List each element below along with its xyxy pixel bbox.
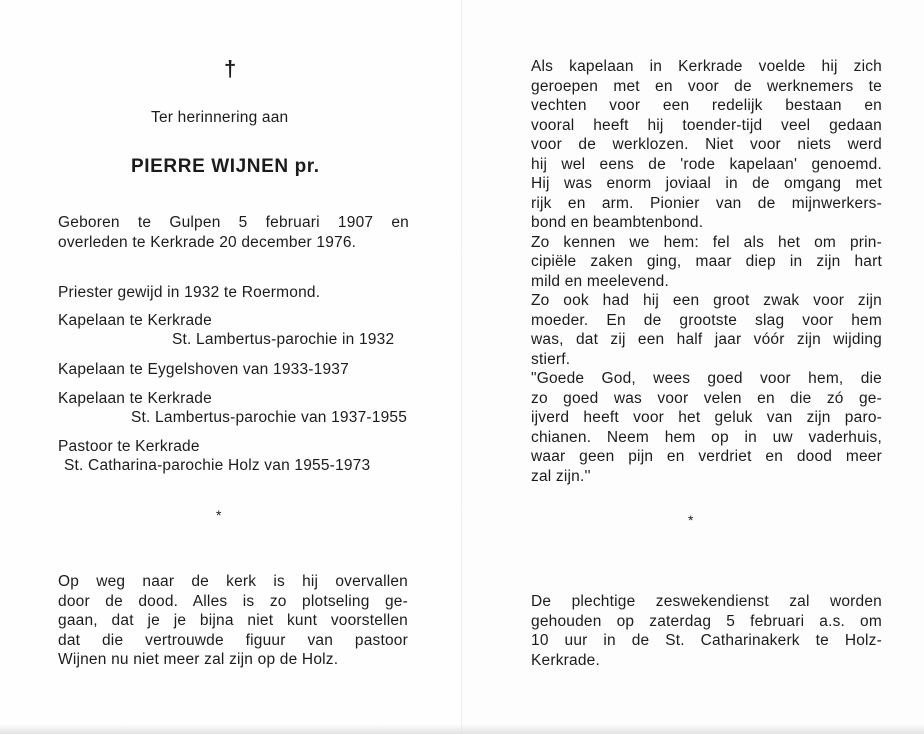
- career-1-line2: St. Lambertus-parochie in 1932: [172, 331, 395, 348]
- card-bottom-edge: [0, 724, 924, 734]
- deceased-name: PIERRE WIJNEN pr.: [131, 156, 320, 177]
- bio-line: Hij was enorm joviaal in de omgang met: [531, 175, 882, 192]
- career-3-line2: St. Lambertus-parochie van 1937-1955: [131, 409, 408, 426]
- career-4-line2: St. Catharina-parochie Holz van 1955-1973: [64, 457, 371, 474]
- right-page: [462, 0, 924, 734]
- closing-block: [58, 572, 408, 670]
- prayer-line: zo goed was voor velen en die zó ge-: [531, 389, 882, 407]
- closing-line-2: door de dood. Alles is zo plotseling ge-: [58, 592, 408, 610]
- bio-line: hij wel eens de 'rode kapelaan' genoemd.: [531, 155, 882, 173]
- service-block: [531, 592, 882, 670]
- bio-line: bond en beambtenbond.: [531, 214, 704, 231]
- career-1-line1: Kapelaan te Kerkrade: [58, 312, 212, 329]
- death-line: overleden te Kerkrade 20 december 1976.: [58, 233, 357, 251]
- birth-death-block: [58, 213, 409, 252]
- cross-symbol: †: [224, 56, 237, 81]
- career-3-line1: Kapelaan te Kerkrade: [58, 390, 212, 407]
- prayer-line: chianen. Neem hem op in uw vaderhuis,: [531, 428, 882, 446]
- career-4-line1: Pastoor te Kerkrade: [58, 438, 200, 455]
- ordination-text: Priester gewijd in 1932 te Roermond.: [58, 284, 321, 301]
- closing-line-5: Wijnen nu niet meer zal zijn op de Holz.: [58, 651, 339, 668]
- bio-line: voor de werklozen. Niet voor niets werd: [531, 136, 882, 153]
- service-line-1: De plechtige zeswekendienst zal worden: [531, 593, 882, 610]
- bio-line: Zo ook had hij een groot zwak voor zijn: [531, 292, 882, 309]
- service-line-2: gehouden op zaterdag 5 februari a.s. om: [531, 612, 882, 630]
- bio-line: moeder. En de grootste slag voor hem: [531, 311, 882, 329]
- bio-line: rijk en arm. Pionier van de mijnwerkers-: [531, 194, 882, 212]
- bio-line: stierf.: [531, 350, 571, 368]
- service-line-4: Kerkrade.: [531, 651, 600, 669]
- bio-line: geroepen met en voor de werknemers te: [531, 77, 882, 95]
- bio-line: vooral heeft hij toender-tijd veel gedaan: [531, 116, 882, 134]
- prayer-line: "Goede God, wees goed voor hem, die: [531, 370, 882, 387]
- service-line-3: 10 uur in de St. Catharinakerk te Holz-: [531, 632, 882, 649]
- bio-line: cipiële zaken ging, maar diep in zijn hart: [531, 253, 882, 270]
- birth-line: Geboren te Gulpen 5 februari 1907 en: [58, 214, 409, 231]
- star-divider-left: *: [216, 507, 222, 523]
- closing-line-4: dat die vertrouwde figuur van pastoor: [58, 631, 408, 649]
- career-2-line1: Kapelaan te Eygelshoven van 1933-1937: [58, 361, 349, 378]
- closing-line-3: gaan, dat je je bijna niet kunt voorstellen: [58, 612, 408, 629]
- biography-block: [531, 57, 882, 486]
- prayer-line: zal zijn.'': [531, 467, 591, 485]
- star-divider-right: *: [688, 512, 694, 528]
- bio-line: Zo kennen we hem: fel als het om prin-: [531, 233, 882, 251]
- bio-line: vechten voor een redelijk bestaan en: [531, 97, 882, 114]
- bio-line: Als kapelaan in Kerkrade voelde hij zich: [531, 58, 882, 75]
- prayer-line: ijverd heeft voor het geluk van zijn paro-: [531, 409, 882, 426]
- bio-line: mild en meelevend.: [531, 272, 670, 290]
- closing-line-1: Op weg naar de kerk is hij overvallen: [58, 573, 408, 590]
- prayer-line: waar geen pijn en verdriet en dood meer: [531, 448, 882, 465]
- bio-line: was, dat zij een half jaar vóór zijn wijding: [531, 331, 882, 348]
- intro-text: Ter herinnering aan: [151, 109, 289, 126]
